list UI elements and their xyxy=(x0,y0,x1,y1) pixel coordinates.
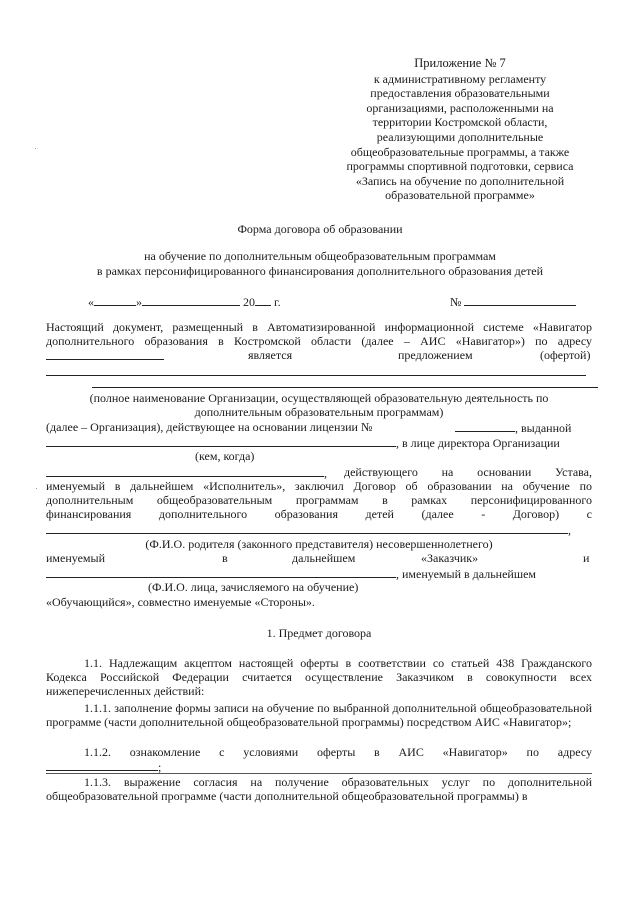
appendix-line: организациями, расположенными на xyxy=(366,100,554,115)
separator xyxy=(46,773,592,774)
appendix-header xyxy=(330,56,590,203)
body-line: Настоящий документ, размещенный в Автоматизированной информационной системе «Навигатор xyxy=(46,320,592,334)
license-line: (далее – Организация), действующее на основании лицензии № xyxy=(46,420,373,434)
org-name-line xyxy=(92,387,598,388)
appendix-title: Приложение № 7 xyxy=(414,56,506,70)
appendix-line: общеобразовательные программы, а также xyxy=(350,144,570,159)
quote-open: « xyxy=(88,295,94,309)
parent-name-blank xyxy=(46,522,568,534)
terms-address-blank xyxy=(46,759,158,771)
license-issued: , выданной xyxy=(515,421,572,435)
org-name-line xyxy=(46,375,586,376)
customer-word: дальнейшем xyxy=(292,551,356,565)
license-number-blank xyxy=(455,420,515,432)
customer-word: в xyxy=(222,551,228,565)
customer-word: «Заказчик» xyxy=(421,551,479,565)
body-line: дополнительного образования в Костромской области (далее – АИС «Навигатор») по адресу xyxy=(46,334,592,348)
clause-1-1: 1.1. Надлежащим акцептом настоящей оферты в соответствии со статьей 438 Гражданского Кодекса Российской Федерации считается осуществление Заказчиком в совокупности всех нижеперечисленных действий: xyxy=(46,656,592,698)
customer-word: именуемый xyxy=(46,551,106,565)
appendix-line: программы спортивной подготовки, сервиса xyxy=(346,159,574,174)
license-number xyxy=(455,420,571,435)
appendix-line: образовательной программе» xyxy=(385,188,535,203)
offer-word-proposal: предложением xyxy=(398,348,473,362)
clause-end: ; xyxy=(158,760,162,774)
charter-text: действующего на основании Устава, xyxy=(344,465,592,479)
number-label: № xyxy=(450,295,462,309)
day-blank xyxy=(94,294,136,306)
section-heading: 1. Предмет договора xyxy=(266,626,372,640)
student-name-blank xyxy=(46,566,396,578)
body-line-offer xyxy=(46,348,592,363)
charter-comma: , xyxy=(324,466,327,480)
parent-line xyxy=(46,522,571,537)
body-line: финансирования дополнительного образования детей (далее - Договор) с xyxy=(46,507,592,521)
form-subtitle: на обучение по дополнительным общеобразовательным программам xyxy=(144,249,496,263)
appendix-line: предоставления образовательными xyxy=(370,86,550,101)
org-caption: дополнительным образовательным программам) xyxy=(194,405,444,419)
student-line xyxy=(46,566,536,581)
address-blank xyxy=(46,348,164,360)
parent-caption: (Ф.И.О. родителя (законного представителя) несовершеннолетнего) xyxy=(145,537,493,551)
director-line xyxy=(46,435,560,450)
month-blank xyxy=(142,294,240,306)
charter-line xyxy=(46,465,327,480)
appendix-line: территории Костромской области, xyxy=(372,115,548,130)
clause-1-1-1: 1.1.1. заполнение формы записи на обучение по выбранной дополнительной общеобразовательной программе (части дополнительной общеобразовательной программы) посредством АИС «Навигатор»; xyxy=(46,701,592,729)
director-text: , в лице директора Организации xyxy=(396,436,560,450)
appendix-line: к административному регламенту xyxy=(373,71,547,86)
scan-speck xyxy=(36,488,37,489)
date-line xyxy=(88,294,281,309)
quote-close: » xyxy=(136,295,142,309)
appendix-line: реализующими дополнительные xyxy=(376,129,544,144)
number-line xyxy=(450,294,576,309)
year-prefix: 20 xyxy=(243,295,255,309)
org-caption: (полное наименование Организации, осуществляющей образовательную деятельность по xyxy=(89,391,549,405)
form-subtitle: в рамках персонифицированного финансирования дополнительного образования детей xyxy=(96,264,544,278)
scan-speck xyxy=(35,148,36,149)
clause-1-1-3: 1.1.3. выражение согласия на получение образовательных услуг по дополнительной общеобразовательной программе (части дополнительной общеобразовательной программы) в xyxy=(46,775,592,803)
appendix-line: «Запись на обучение по дополнительной xyxy=(355,173,565,188)
offer-word-is: является xyxy=(248,348,293,362)
clause-1-1-2-address xyxy=(46,759,161,774)
student-caption: (Ф.И.О. лица, зачисляемого на обучение) xyxy=(148,580,359,594)
number-blank xyxy=(464,294,576,306)
body-line: дополнительным общеобразовательным программам в рамках персонифицированного xyxy=(46,493,592,507)
body-line: именуемый в дальнейшем «Исполнитель», заключил Договор об образовании на обучение по xyxy=(46,479,592,493)
director-name-blank xyxy=(46,465,324,477)
issued-caption: (кем, когда) xyxy=(195,449,255,463)
form-title: Форма договора об образовании xyxy=(237,222,403,236)
year-blank xyxy=(255,294,271,306)
parties-line: «Обучающийся», совместно именуемые «Стороны». xyxy=(46,595,315,609)
customer-word: и xyxy=(583,551,590,565)
clause-1-1-2: 1.1.2. ознакомление с условиями оферты в АИС «Навигатор» по адресу xyxy=(84,745,592,759)
offer-word-offer: (офертой) xyxy=(540,348,591,362)
issuer-blank xyxy=(46,435,396,447)
named-further: , именуемый в дальнейшем xyxy=(396,567,537,581)
year-suffix: г. xyxy=(274,295,281,309)
parent-comma: , xyxy=(568,523,571,537)
